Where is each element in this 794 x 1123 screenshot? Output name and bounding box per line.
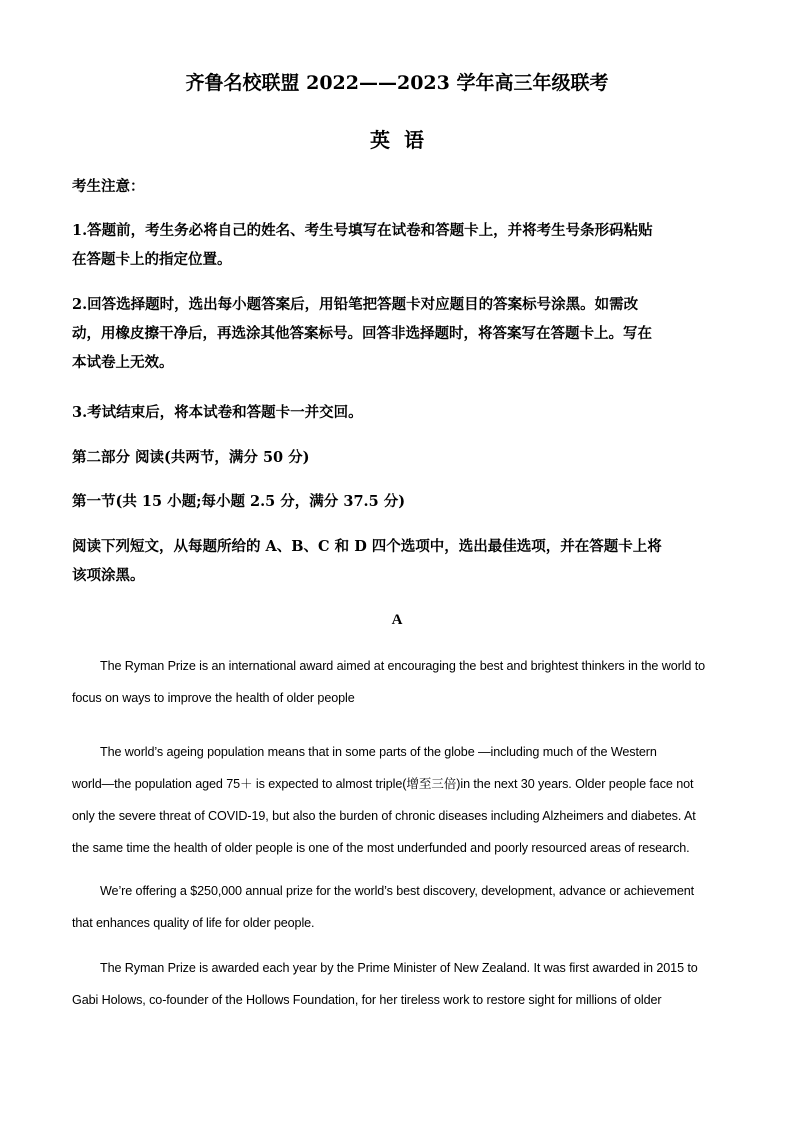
paragraph-1-line-2: focus on ways to improve the health of older people <box>72 691 355 705</box>
section-1-heading <box>72 487 722 516</box>
notice-item-1-line-2: 在答题卡上的指定位置。 <box>72 251 232 268</box>
notice-item-2-line-3: 本试卷上无效。 <box>72 354 174 371</box>
notice-item-3-line-1: 3.考试结束后，将本试卷和答题卡一并交回。 <box>72 404 363 421</box>
paragraph-2-line-3: only the severe threat of COVID-19, but also the burden of chronic diseases including Alzheimers and diabetes. At <box>72 809 696 823</box>
reading-instructions-line-1: 阅读下列短文，从每题所给的 A、B、C 和 D 四个选项中，选出最佳选项，并在答题卡上将 <box>72 538 662 555</box>
reading-instructions <box>72 532 722 590</box>
notice-item-1 <box>72 216 722 274</box>
notice-heading-text: 考生注意： <box>72 178 145 195</box>
notice-item-2 <box>72 290 722 377</box>
passage-label: A <box>391 612 403 628</box>
part-2-heading-text: 第二部分 阅读(共两节，满分 50 分) <box>72 449 310 466</box>
notice-item-3 <box>72 398 722 427</box>
notice-heading <box>72 172 722 201</box>
paragraph-4-line-2: Gabi Holows, co-founder of the Hollows Foundation, for her tireless work to restore sight for millions of older <box>72 993 662 1007</box>
paragraph-3-line-1: We’re offering a $250,000 annual prize for the world’s best discovery, development, advance or achievement <box>100 884 695 898</box>
passage-paragraph-2 <box>72 736 732 864</box>
notice-item-1-line-1: 1.答题前，考生务必将自己的姓名、考生号填写在试卷和答题卡上，并将考生号条形码粘贴 <box>72 222 653 239</box>
paragraph-2-line-2: world—the population aged 75＋ is expected to almost triple(增至三倍)in the next 30 years. Older people face not <box>72 777 694 791</box>
reading-instructions-line-2: 该项涂黑。 <box>72 567 145 584</box>
passage-paragraph-4 <box>72 952 732 1016</box>
paragraph-1-line-1: The Ryman Prize is an international award aimed at encouraging the best and brightest thinkers in the world to <box>100 659 706 673</box>
paragraph-3-line-2: that enhances quality of life for older people. <box>72 916 315 930</box>
subject-title: 英语 <box>370 128 438 152</box>
passage-paragraph-1 <box>72 650 732 714</box>
exam-title: 齐鲁名校联盟 2022——2023 学年高三年级联考 <box>185 72 609 94</box>
notice-item-2-line-1: 2.回答选择题时，选出每小题答案后，用铅笔把答题卡对应题目的答案标号涂黑。如需改 <box>72 296 639 313</box>
section-1-heading-text: 第一节(共 15 小题;每小题 2.5 分，满分 37.5 分) <box>72 493 406 510</box>
paragraph-4-line-1: The Ryman Prize is awarded each year by the Prime Minister of New Zealand. It was first awarded in 2015 to <box>100 961 698 975</box>
part-2-heading <box>72 443 722 472</box>
notice-item-2-line-2: 动，用橡皮擦干净后，再选涂其他答案标号。回答非选择题时，将答案写在答题卡上。写在 <box>72 325 652 342</box>
passage-paragraph-3 <box>72 875 732 939</box>
paragraph-2-line-4: the same time the health of older people is one of the most underfunded and poorly resourced areas of research. <box>72 841 690 855</box>
paragraph-2-line-1: The world’s ageing population means that in some parts of the globe —including much of the Western <box>100 745 657 759</box>
